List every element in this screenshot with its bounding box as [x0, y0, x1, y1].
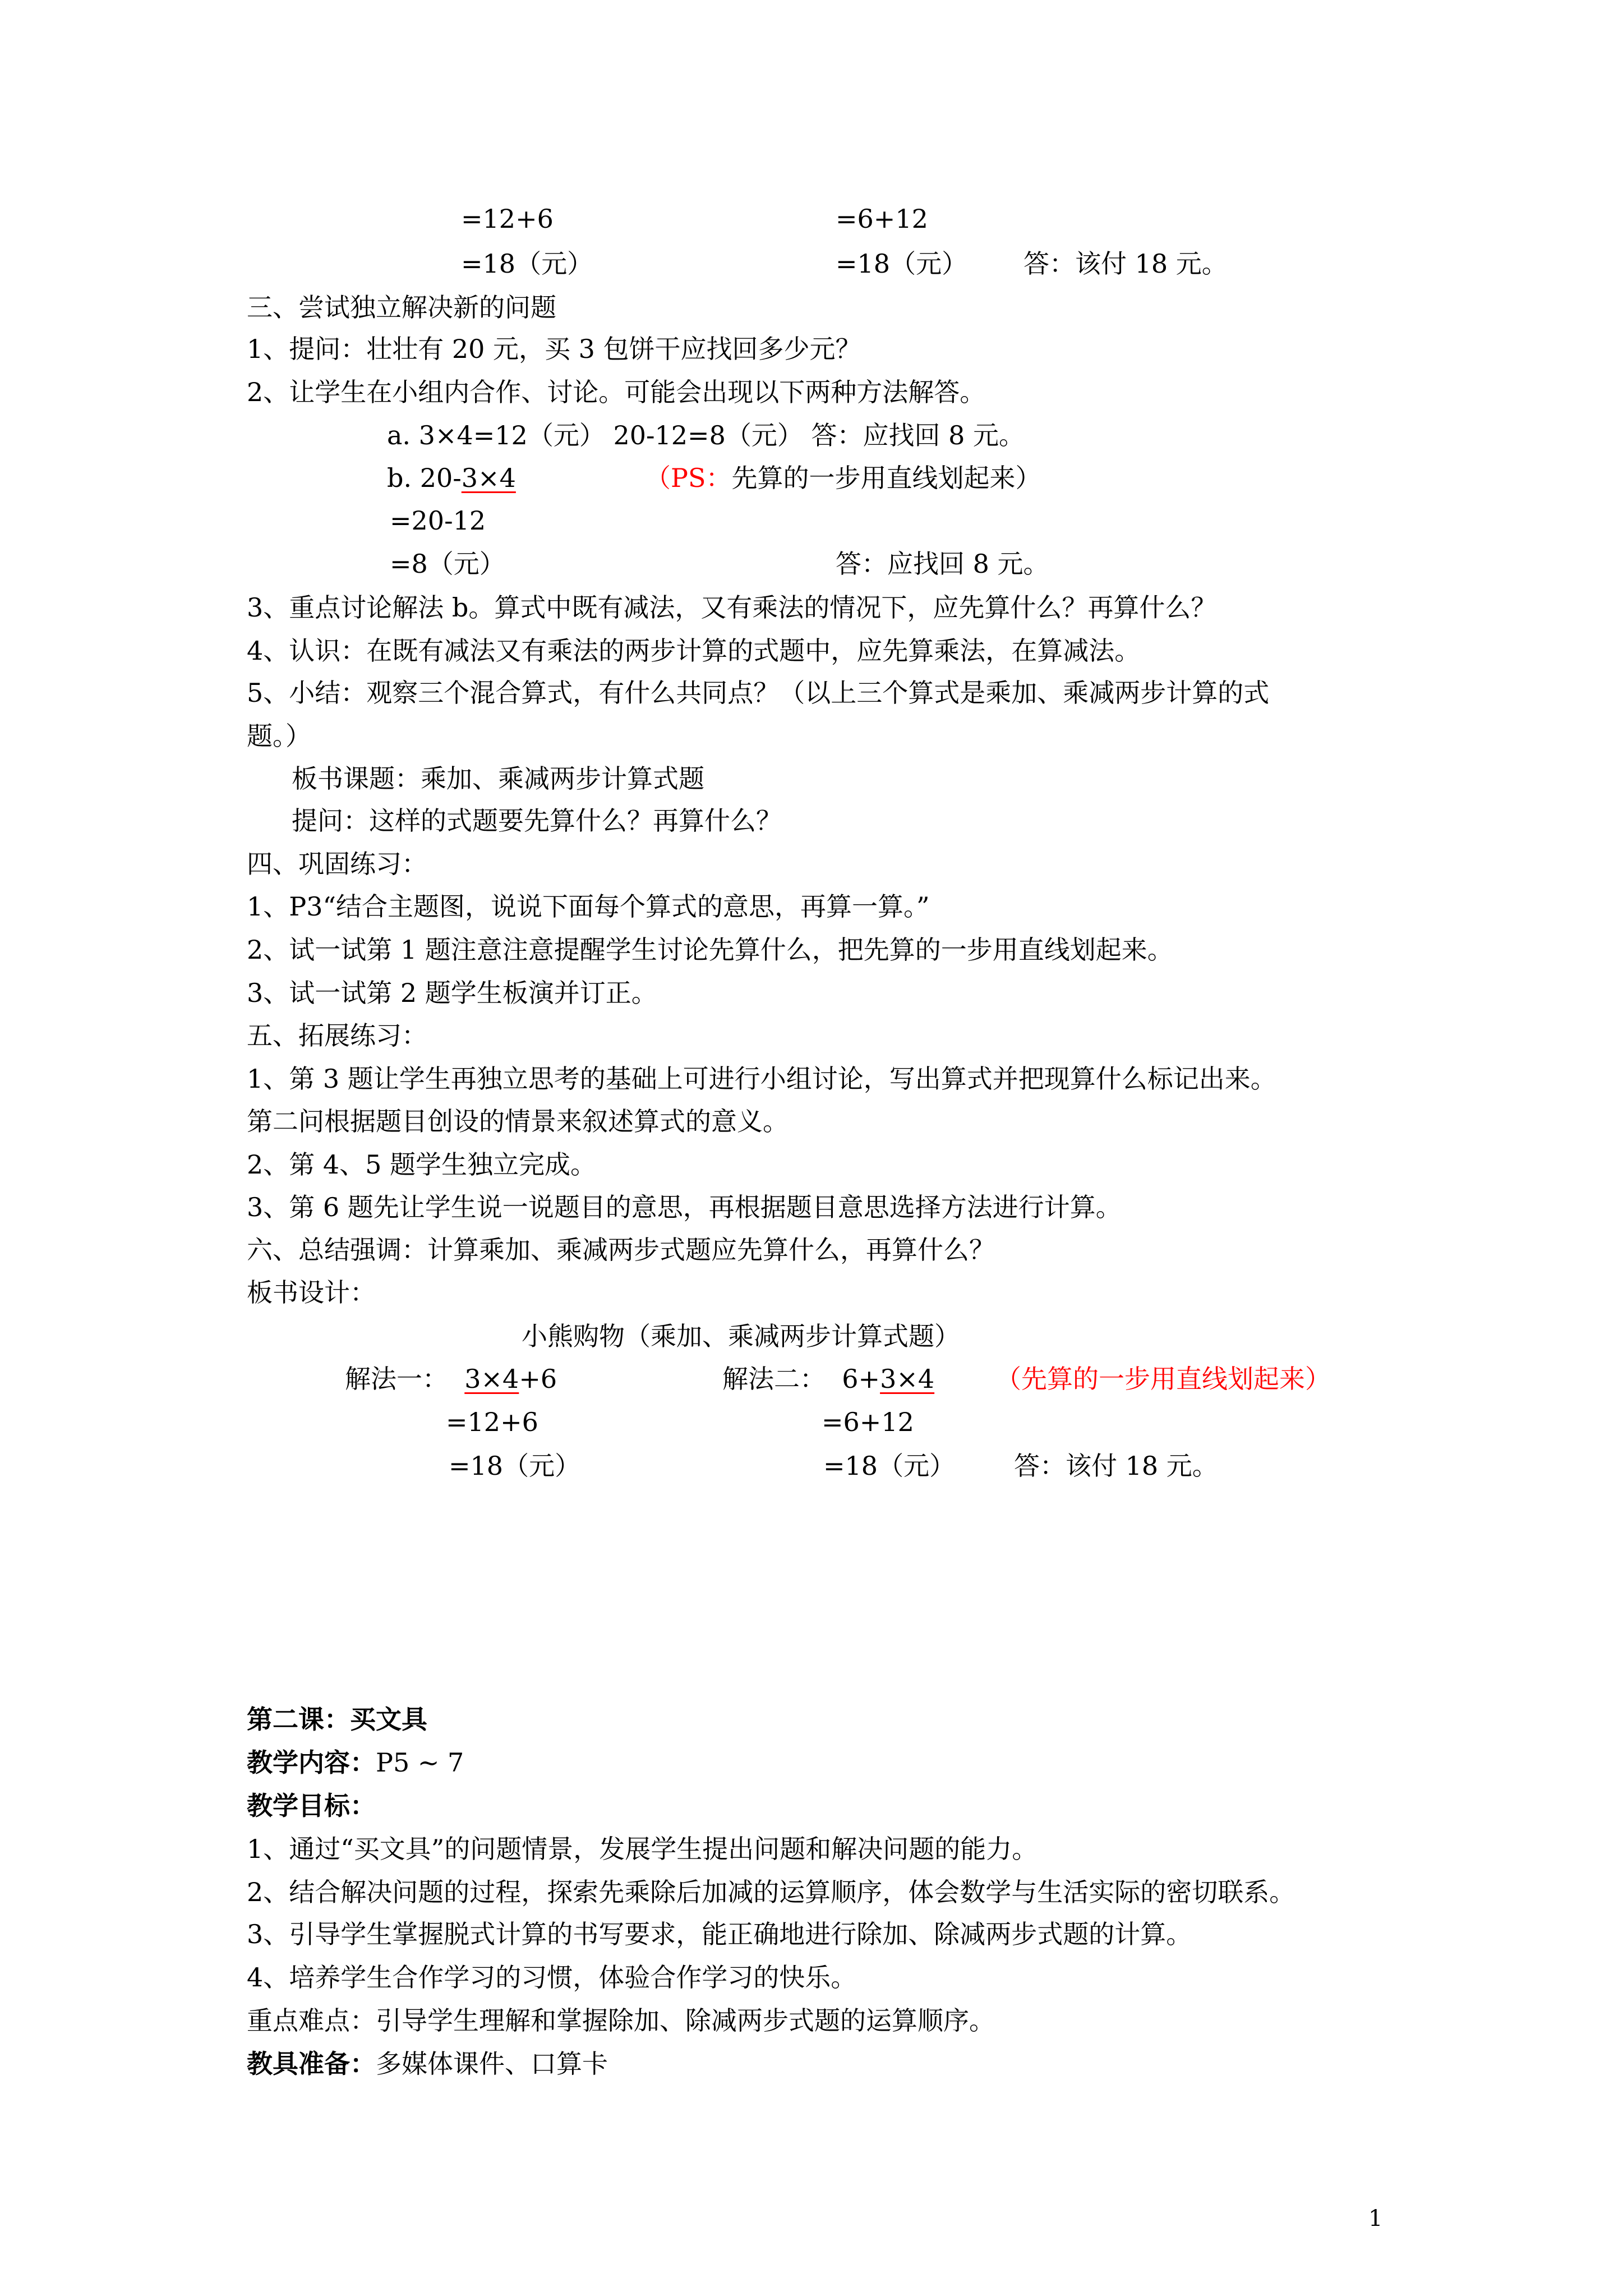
paragraph: 3、重点讨论解法 b。算式中既有减法，又有乘法的情况下，应先算什么？再算什么？	[247, 592, 1217, 623]
goal-item: 4、培养学生合作学习的习惯，体验合作学习的快乐。	[247, 1962, 857, 1993]
content-value: P5 ~ 7	[376, 1747, 464, 1778]
teaching-tools	[247, 2047, 608, 2081]
key-points: 重点难点：引导学生理解和掌握除加、除减两步式题的运算顺序。	[247, 2005, 995, 2036]
goal-item: 3、引导学生掌握脱式计算的书写要求，能正确地进行除加、除减两步式题的计算。	[247, 1919, 1192, 1949]
calc-line: =18（元）	[836, 249, 968, 279]
goal-item: 1、通过“买文具”的问题情景，发展学生提出问题和解决问题的能力。	[247, 1834, 1038, 1864]
paragraph: 2、让学生在小组内合作、讨论。可能会出现以下两种方法解答。	[247, 377, 986, 407]
board-method2	[722, 1362, 934, 1396]
paragraph: 板书设计：	[247, 1277, 376, 1308]
board-method1	[345, 1362, 557, 1396]
method2-prefix: 6+	[842, 1364, 880, 1394]
paragraph: 板书课题：乘加、乘减两步计算式题	[292, 763, 704, 794]
method-a: a. 3×4=12（元） 20-12=8（元） 答：应找回 8 元。	[387, 420, 1025, 450]
goal-item: 2、结合解决问题的过程，探索先乘除后加减的运算顺序，体会数学与生活实际的密切联系。	[247, 1877, 1295, 1907]
paragraph: 1、第 3 题让学生再独立思考的基础上可进行小组讨论，写出算式并把现算什么标记出来。	[247, 1064, 1276, 1094]
paragraph: 提问：这样的式题要先算什么？再算什么？	[292, 806, 782, 836]
tools-value: 多媒体课件、口算卡	[376, 2049, 608, 2079]
paragraph: 3、第 6 题先让学生说一说题目的意思，再根据题目意思选择方法进行计算。	[247, 1192, 1122, 1222]
paragraph: 2、第 4、5 题学生独立完成。	[247, 1149, 597, 1180]
method1-rest: +6	[519, 1364, 557, 1394]
paragraph: 2、试一试第 1 题注意注意提醒学生讨论先算什么，把先算的一步用直线划起来。	[247, 935, 1173, 965]
method-b-note-rest: 先算的一步用直线划起来）	[731, 463, 1041, 493]
paragraph: 3、试一试第 2 题学生板演并订正。	[247, 978, 657, 1008]
paragraph: 1、P3“结合主题图，说说下面每个算式的意思，再算一算。”	[247, 891, 930, 922]
calc-line: =12+6	[446, 1407, 538, 1437]
board-note: （先算的一步用直线划起来）	[995, 1364, 1331, 1394]
calc-answer: 答：该付 18 元。	[1014, 1451, 1218, 1481]
section-heading: 五、拓展练习：	[247, 1020, 427, 1051]
page-number: 1	[1368, 2206, 1383, 2231]
paragraph: 4、认识：在既有减法又有乘法的两步计算的式题中，应先算乘法，在算减法。	[247, 636, 1141, 666]
calc-line: =18（元）	[823, 1451, 956, 1481]
calc-line: =6+12	[822, 1407, 914, 1437]
paragraph: 5、小结：观察三个混合算式，有什么共同点？（以上三个算式是乘加、乘减两步计算的式	[247, 678, 1270, 708]
calc-line: =6+12	[836, 204, 928, 234]
teaching-content	[247, 1746, 464, 1779]
section-heading: 六、总结强调：计算乘加、乘减两步式题应先算什么，再算什么？	[247, 1235, 995, 1265]
section-heading: 四、巩固练习：	[247, 849, 427, 879]
calc-line: =18（元）	[461, 249, 593, 279]
lesson-title: 第二课：买文具	[247, 1704, 427, 1734]
calc-answer: 答：该付 18 元。	[1023, 249, 1228, 279]
method2-underlined: 3×4	[880, 1364, 935, 1394]
calc-line: =20-12	[390, 505, 486, 536]
method-b-note	[645, 461, 1041, 495]
method1-label: 解法一：	[345, 1364, 448, 1394]
method-b-underlined: 3×4	[461, 463, 516, 493]
paragraph: 1、提问：壮壮有 20 元，买 3 包饼干应找回多少元？	[247, 334, 861, 364]
method1-underlined: 3×4	[464, 1364, 519, 1394]
board-title: 小熊购物（乘加、乘减两步计算式题）	[522, 1321, 960, 1351]
goals-label: 教学目标：	[247, 1791, 376, 1821]
paragraph: 第二问根据题目创设的情景来叙述算式的意义。	[247, 1106, 789, 1137]
method2-label: 解法二：	[722, 1364, 826, 1394]
tools-label: 教具准备：	[247, 2049, 376, 2079]
method-b-note-ps: （PS：	[645, 463, 732, 493]
calc-line: =12+6	[461, 204, 554, 234]
content-label: 教学内容：	[247, 1747, 376, 1778]
calc-line: =8（元）	[390, 549, 505, 579]
method-b-prefix: b. 20-	[387, 463, 462, 493]
method-b	[387, 461, 516, 495]
paragraph: 题。）	[247, 721, 311, 751]
calc-line: =18（元）	[449, 1451, 581, 1481]
section-heading: 三、尝试独立解决新的问题	[247, 292, 556, 323]
calc-answer: 答：应找回 8 元。	[836, 549, 1049, 579]
